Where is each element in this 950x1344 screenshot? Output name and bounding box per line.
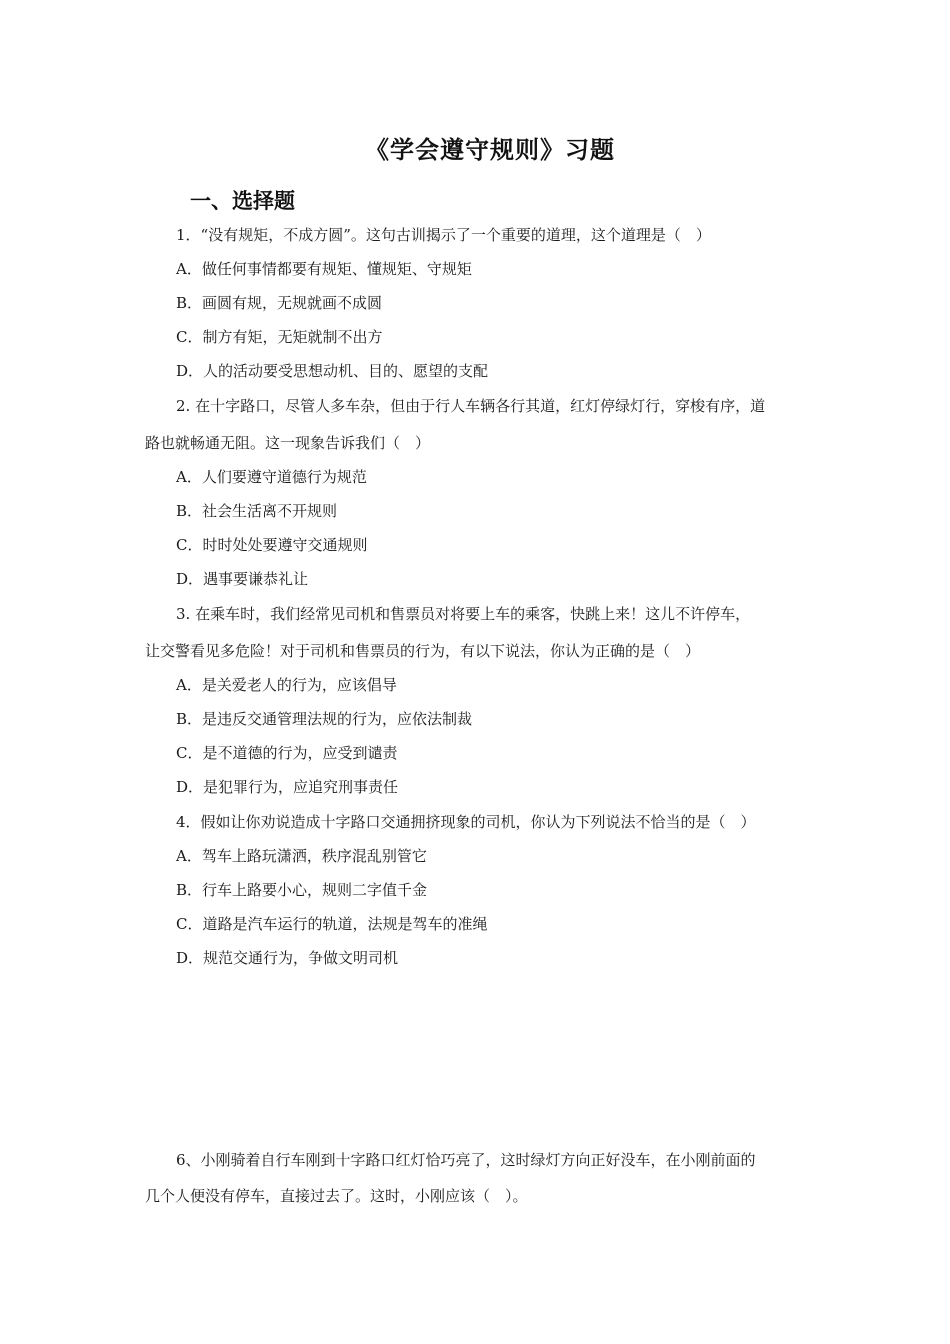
question-2-option-b: B．社会生活离不开规则 <box>176 502 338 520</box>
question-1-stem: 1．“没有规矩，不成方圆”。这句古训揭示了一个重要的道理，这个道理是（ ） <box>176 226 711 244</box>
question-6-stem-line-2: 几个人便没有停车，直接过去了。这时，小刚应该（ ）。 <box>145 1187 528 1205</box>
question-2-stem-line-1: 2. 在十字路口，尽管人多车杂，但由于行人车辆各行其道，红灯停绿灯行，穿梭有序，道 <box>176 397 766 415</box>
question-4-stem: 4．假如让你劝说造成十字路口交通拥挤现象的司机，你认为下列说法不恰当的是（ ） <box>176 813 756 831</box>
question-3-option-c: C．是不道德的行为，应受到谴责 <box>176 744 398 762</box>
question-2-stem-line-2: 路也就畅通无阻。这一现象告诉我们（ ） <box>145 434 431 452</box>
question-3-option-d: D．是犯罪行为，应追究刑事责任 <box>176 778 399 796</box>
question-3-option-b: B．是违反交通管理法规的行为，应依法制裁 <box>176 710 473 728</box>
question-4-option-b: B．行车上路要小心，规则二字值千金 <box>176 881 428 899</box>
question-4-option-d: D．规范交通行为，争做文明司机 <box>176 949 399 967</box>
question-2-option-c: C．时时处处要遵守交通规则 <box>176 536 368 554</box>
question-1-option-a: A．做任何事情都要有规矩、懂规矩、守规矩 <box>176 260 472 278</box>
section-heading: 一、选择题 <box>190 189 295 213</box>
question-3-stem-line-1: 3. 在乘车时，我们经常见司机和售票员对将要上车的乘客，快跳上来！这儿不许停车， <box>176 605 751 623</box>
question-3-option-a: A．是关爱老人的行为，应该倡导 <box>176 676 397 694</box>
question-6-stem-line-1: 6、小刚骑着自行车刚到十字路口红灯恰巧亮了，这时绿灯方向正好没车，在小刚前面的 <box>176 1151 756 1169</box>
question-3-stem-line-2: 让交警看见多危险！对于司机和售票员的行为，有以下说法，你认为正确的是（ ） <box>145 642 701 660</box>
question-1-option-d: D．人的活动要受思想动机、目的、愿望的支配 <box>176 362 489 380</box>
question-4-option-a: A．驾车上路玩潇洒，秩序混乱别管它 <box>176 847 427 865</box>
question-2-option-d: D．遇事要谦恭礼让 <box>176 570 309 588</box>
question-1-option-c: C．制方有矩，无矩就制不出方 <box>176 328 383 346</box>
question-1-option-b: B．画圆有规，无规就画不成圆 <box>176 294 383 312</box>
question-2-option-a: A．人们要遵守道德行为规范 <box>176 468 367 486</box>
document-title: 《学会遵守规则》习题 <box>365 136 615 164</box>
question-4-option-c: C．道路是汽车运行的轨道，法规是驾车的准绳 <box>176 915 488 933</box>
